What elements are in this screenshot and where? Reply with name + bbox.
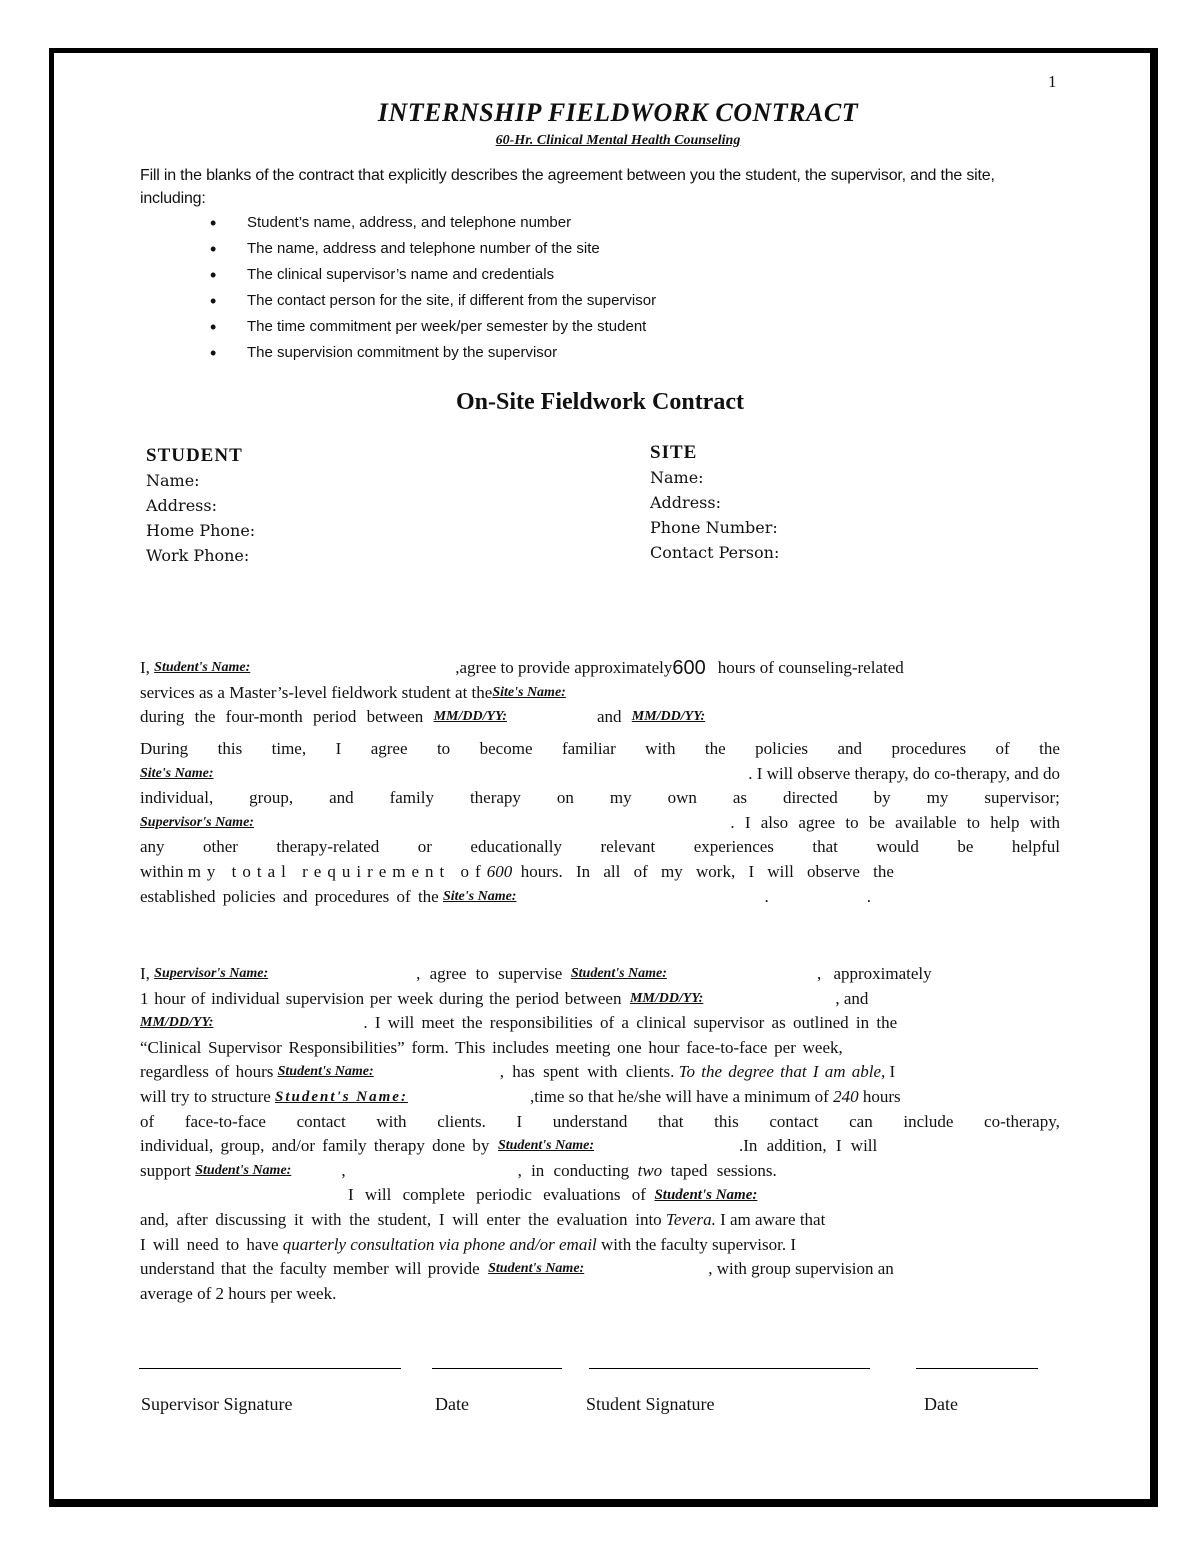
p2-line-6 (140, 860, 1060, 885)
word: the (1039, 739, 1060, 758)
word: group, (249, 788, 294, 808)
start-date-blank[interactable]: MM/DD/YY: (629, 990, 704, 1006)
student-date-label: Date (924, 1394, 958, 1414)
sites-name-blank[interactable]: Site's Name: (492, 684, 566, 700)
text: , approximately (816, 964, 932, 983)
text: and, after discussing it with the student, I will enter the evaluation into (140, 1209, 662, 1229)
word: this (714, 1111, 739, 1131)
text: ,time so that he/she will have a minimum of (529, 1086, 829, 1106)
word: familiar (561, 739, 616, 758)
word: experiences (693, 837, 774, 857)
text: “Clinical Supervisor Responsibilities” form. This includes meeting one hour face-to-face per week, (140, 1037, 843, 1057)
word: relevant (600, 837, 656, 857)
word: contact (769, 1111, 819, 1131)
word: and (329, 788, 354, 808)
text: I will need to have (140, 1234, 279, 1254)
text: services as a Master’s-level fieldwork student at the (140, 682, 493, 702)
site-heading: SITE (650, 442, 698, 463)
list-item: • The contact person for the site, if different from the supervisor (210, 288, 656, 314)
text: I will complete periodic evaluations of (348, 1185, 646, 1205)
document-title: INTERNSHIP FIELDWORK CONTRACT (377, 98, 859, 127)
students-name-blank[interactable]: Student's Name: (277, 1064, 374, 1080)
word: individual, (140, 788, 214, 808)
p3-line-3 (140, 1011, 1060, 1036)
word: time, (271, 739, 307, 758)
word: co-therapy, (984, 1111, 1060, 1131)
p2-line-2 (140, 762, 1060, 787)
supervisors-name-blank[interactable]: Supervisor's Name: (140, 814, 254, 830)
word: my (926, 788, 949, 808)
text: will try to structure (140, 1086, 271, 1106)
word: with (376, 1111, 407, 1131)
word: become (479, 739, 533, 758)
text: ,agree to provide approximately (455, 658, 673, 677)
word: and (837, 739, 863, 758)
text: with the faculty supervisor. I (601, 1234, 797, 1254)
text: 1 hour of individual supervision per week during the period between (140, 988, 622, 1008)
p3-line-6 (140, 1085, 1060, 1110)
text: 240 (833, 1086, 859, 1106)
word: of (140, 1111, 155, 1131)
word: that (812, 837, 838, 857)
text: support (140, 1160, 191, 1180)
word: my (609, 788, 632, 808)
word: agree (370, 739, 408, 758)
p3-line-12 (140, 1233, 1060, 1258)
word: I (516, 1111, 523, 1131)
supervisor-date-label: Date (435, 1394, 469, 1414)
p3-line-1 (140, 962, 1060, 987)
word: by (873, 788, 891, 808)
word: face-to-face (184, 1111, 266, 1131)
p2-line-3 (140, 786, 1060, 811)
students-name-blank[interactable]: Student's Name: (654, 1187, 758, 1204)
text: Tevera. (665, 1209, 716, 1229)
document-subtitle: 60-Hr. Clinical Mental Health Counseling (495, 133, 741, 148)
word: family (389, 788, 434, 808)
p2-line-7 (140, 885, 1060, 910)
list-item: • The clinical supervisor’s name and credentials (210, 262, 656, 288)
word: be (957, 837, 974, 857)
end-date-blank[interactable]: MM/DD/YY: (631, 709, 706, 725)
word: on (556, 788, 574, 808)
p2-line-1 (140, 737, 1060, 762)
word: directed (782, 788, 838, 808)
word: that (658, 1111, 684, 1131)
list-item: • The name, address and telephone number of the site (210, 236, 656, 262)
text: . (866, 886, 871, 906)
text: .In addition, I will (739, 1136, 878, 1156)
text: individual, group, and/or family therapy done by (140, 1136, 490, 1156)
word: therapy-related (276, 837, 380, 857)
text: two (637, 1160, 663, 1180)
student-name-field[interactable]: Name: (146, 471, 200, 490)
sites-name-blank[interactable]: Site's Name: (442, 888, 517, 904)
text: understand that the faculty member will provide (140, 1259, 480, 1279)
students-name-blank[interactable]: Student's Name: (154, 660, 251, 675)
site-block (650, 440, 779, 565)
word: of (995, 739, 1010, 758)
student-date-line[interactable] (916, 1368, 1038, 1369)
students-name-blank[interactable]: Student's Name: (195, 1162, 292, 1178)
supervisors-name-blank[interactable]: Supervisor's Name: (154, 966, 269, 981)
p3-line-13 (140, 1257, 1060, 1282)
text: and (596, 707, 622, 727)
p3-line-5 (140, 1060, 1060, 1085)
text: my total requirement of (187, 861, 487, 881)
word: policies (755, 739, 809, 758)
word: understand (552, 1111, 628, 1131)
text: . I will observe therapy, do co-therapy, and do (748, 763, 1060, 783)
word: supervisor; (984, 788, 1060, 808)
p3-line-9 (140, 1159, 1060, 1184)
text: taped sessions. (670, 1160, 777, 1180)
word: to (436, 739, 451, 758)
word: procedures (891, 739, 967, 758)
p3-line-14 (140, 1282, 1060, 1307)
text: quarterly consultation via phone and/or email (282, 1234, 597, 1254)
requirements-list (210, 210, 656, 366)
word: as (732, 788, 747, 808)
p2-line-5 (140, 835, 1060, 860)
site-name-field[interactable]: Name: (650, 468, 704, 487)
text: , has spent with clients. (499, 1062, 675, 1082)
text: , with group supervision an (708, 1259, 894, 1279)
section-title: On-Site Fieldwork Contract (456, 389, 744, 415)
text: I am aware that (720, 1209, 826, 1229)
student-block (146, 443, 255, 568)
word: the (704, 739, 726, 758)
students-name-blank[interactable]: Student's Name: (488, 1261, 585, 1277)
student-signature-label: Student Signature (586, 1394, 715, 1414)
word: educationally (470, 837, 562, 857)
supervisor-signature-label: Supervisor Signature (141, 1394, 293, 1414)
student-address-field[interactable]: Address: (146, 496, 217, 515)
list-item: • The supervision commitment by the supervisor (210, 340, 656, 366)
supervisor-signature-line[interactable] (139, 1368, 401, 1369)
text: within (140, 861, 184, 881)
word: clients. (437, 1111, 486, 1131)
start-date-blank[interactable]: MM/DD/YY: (433, 709, 507, 725)
word: would (876, 837, 919, 857)
p3-line-11 (140, 1208, 1060, 1233)
intro-text: Fill in the blanks of the contract that explicitly describes the agreement between you the student, the supervisor, and the site, including: (140, 167, 995, 207)
p3-line-7 (140, 1110, 1060, 1135)
text: hours. In all of my work, I will observe the (520, 861, 894, 881)
text: established policies and procedures of the (140, 886, 439, 906)
word: other (203, 837, 238, 857)
text: . I also agree to be available to help with (730, 812, 1060, 832)
text: , (341, 1160, 346, 1180)
text: I, (140, 964, 150, 983)
word: this (217, 739, 243, 758)
student-heading: STUDENT (146, 445, 243, 466)
word: can (849, 1111, 873, 1131)
text: , and (835, 988, 869, 1008)
word: contact (296, 1111, 346, 1131)
p3-line-2 (140, 987, 1060, 1012)
supervisor-date-line[interactable] (432, 1368, 562, 1369)
word: therapy (469, 788, 521, 808)
hours-value[interactable]: 600 (672, 657, 706, 679)
text: , in conducting (517, 1160, 630, 1180)
text: . (764, 886, 769, 906)
site-agreement-paragraph (140, 737, 1060, 909)
word: I (335, 739, 342, 758)
p3-line-4 (140, 1036, 1060, 1061)
list-item: • The time commitment per week/per semester by the student (210, 314, 656, 340)
word: own (667, 788, 697, 808)
word: any (140, 837, 165, 857)
hours-total: 600 (486, 861, 513, 881)
text: hours (862, 1086, 901, 1106)
p3-line-10 (140, 1183, 1060, 1208)
student-signature-line[interactable] (589, 1368, 870, 1369)
text: , agree to supervise (416, 964, 563, 983)
students-name-blank[interactable]: Student's Name: (275, 1088, 408, 1105)
text: hours of counseling-related (717, 658, 904, 677)
page-number: 1 (1048, 72, 1057, 91)
student-home-phone-field[interactable]: Home Phone: (146, 521, 256, 540)
students-name-blank[interactable]: Student's Name: (497, 1138, 595, 1154)
word: helpful (1011, 837, 1060, 857)
text: regardless of hours (140, 1062, 274, 1082)
word: with (645, 739, 676, 758)
end-date-blank[interactable]: MM/DD/YY: (140, 1015, 214, 1031)
site-phone-field[interactable]: Phone Number: (650, 518, 778, 537)
list-item: • Student’s name, address, and telephone number (210, 210, 656, 236)
supervisor-agreement-paragraph (140, 962, 1060, 1306)
text: I, (140, 658, 150, 677)
text: during the four-month period between (140, 707, 424, 727)
student-agreement-paragraph (140, 656, 1058, 730)
site-contact-field[interactable]: Contact Person: (650, 543, 780, 562)
word: include (903, 1111, 954, 1131)
text: average of 2 hours per week. (140, 1283, 337, 1303)
text: I (889, 1062, 896, 1082)
site-address-field[interactable]: Address: (650, 493, 721, 512)
text: . I will meet the responsibilities of a clinical supervisor as outlined in the (363, 1013, 898, 1033)
text: To the degree that I am able, (678, 1062, 886, 1082)
student-work-phone-field[interactable]: Work Phone: (146, 546, 250, 565)
students-name-blank[interactable]: Student's Name: (570, 966, 667, 981)
p3-line-8 (140, 1134, 1060, 1159)
p2-line-4 (140, 811, 1060, 836)
sites-name-blank[interactable]: Site's Name: (140, 765, 214, 781)
word: or (417, 837, 432, 857)
word: During (140, 739, 189, 758)
